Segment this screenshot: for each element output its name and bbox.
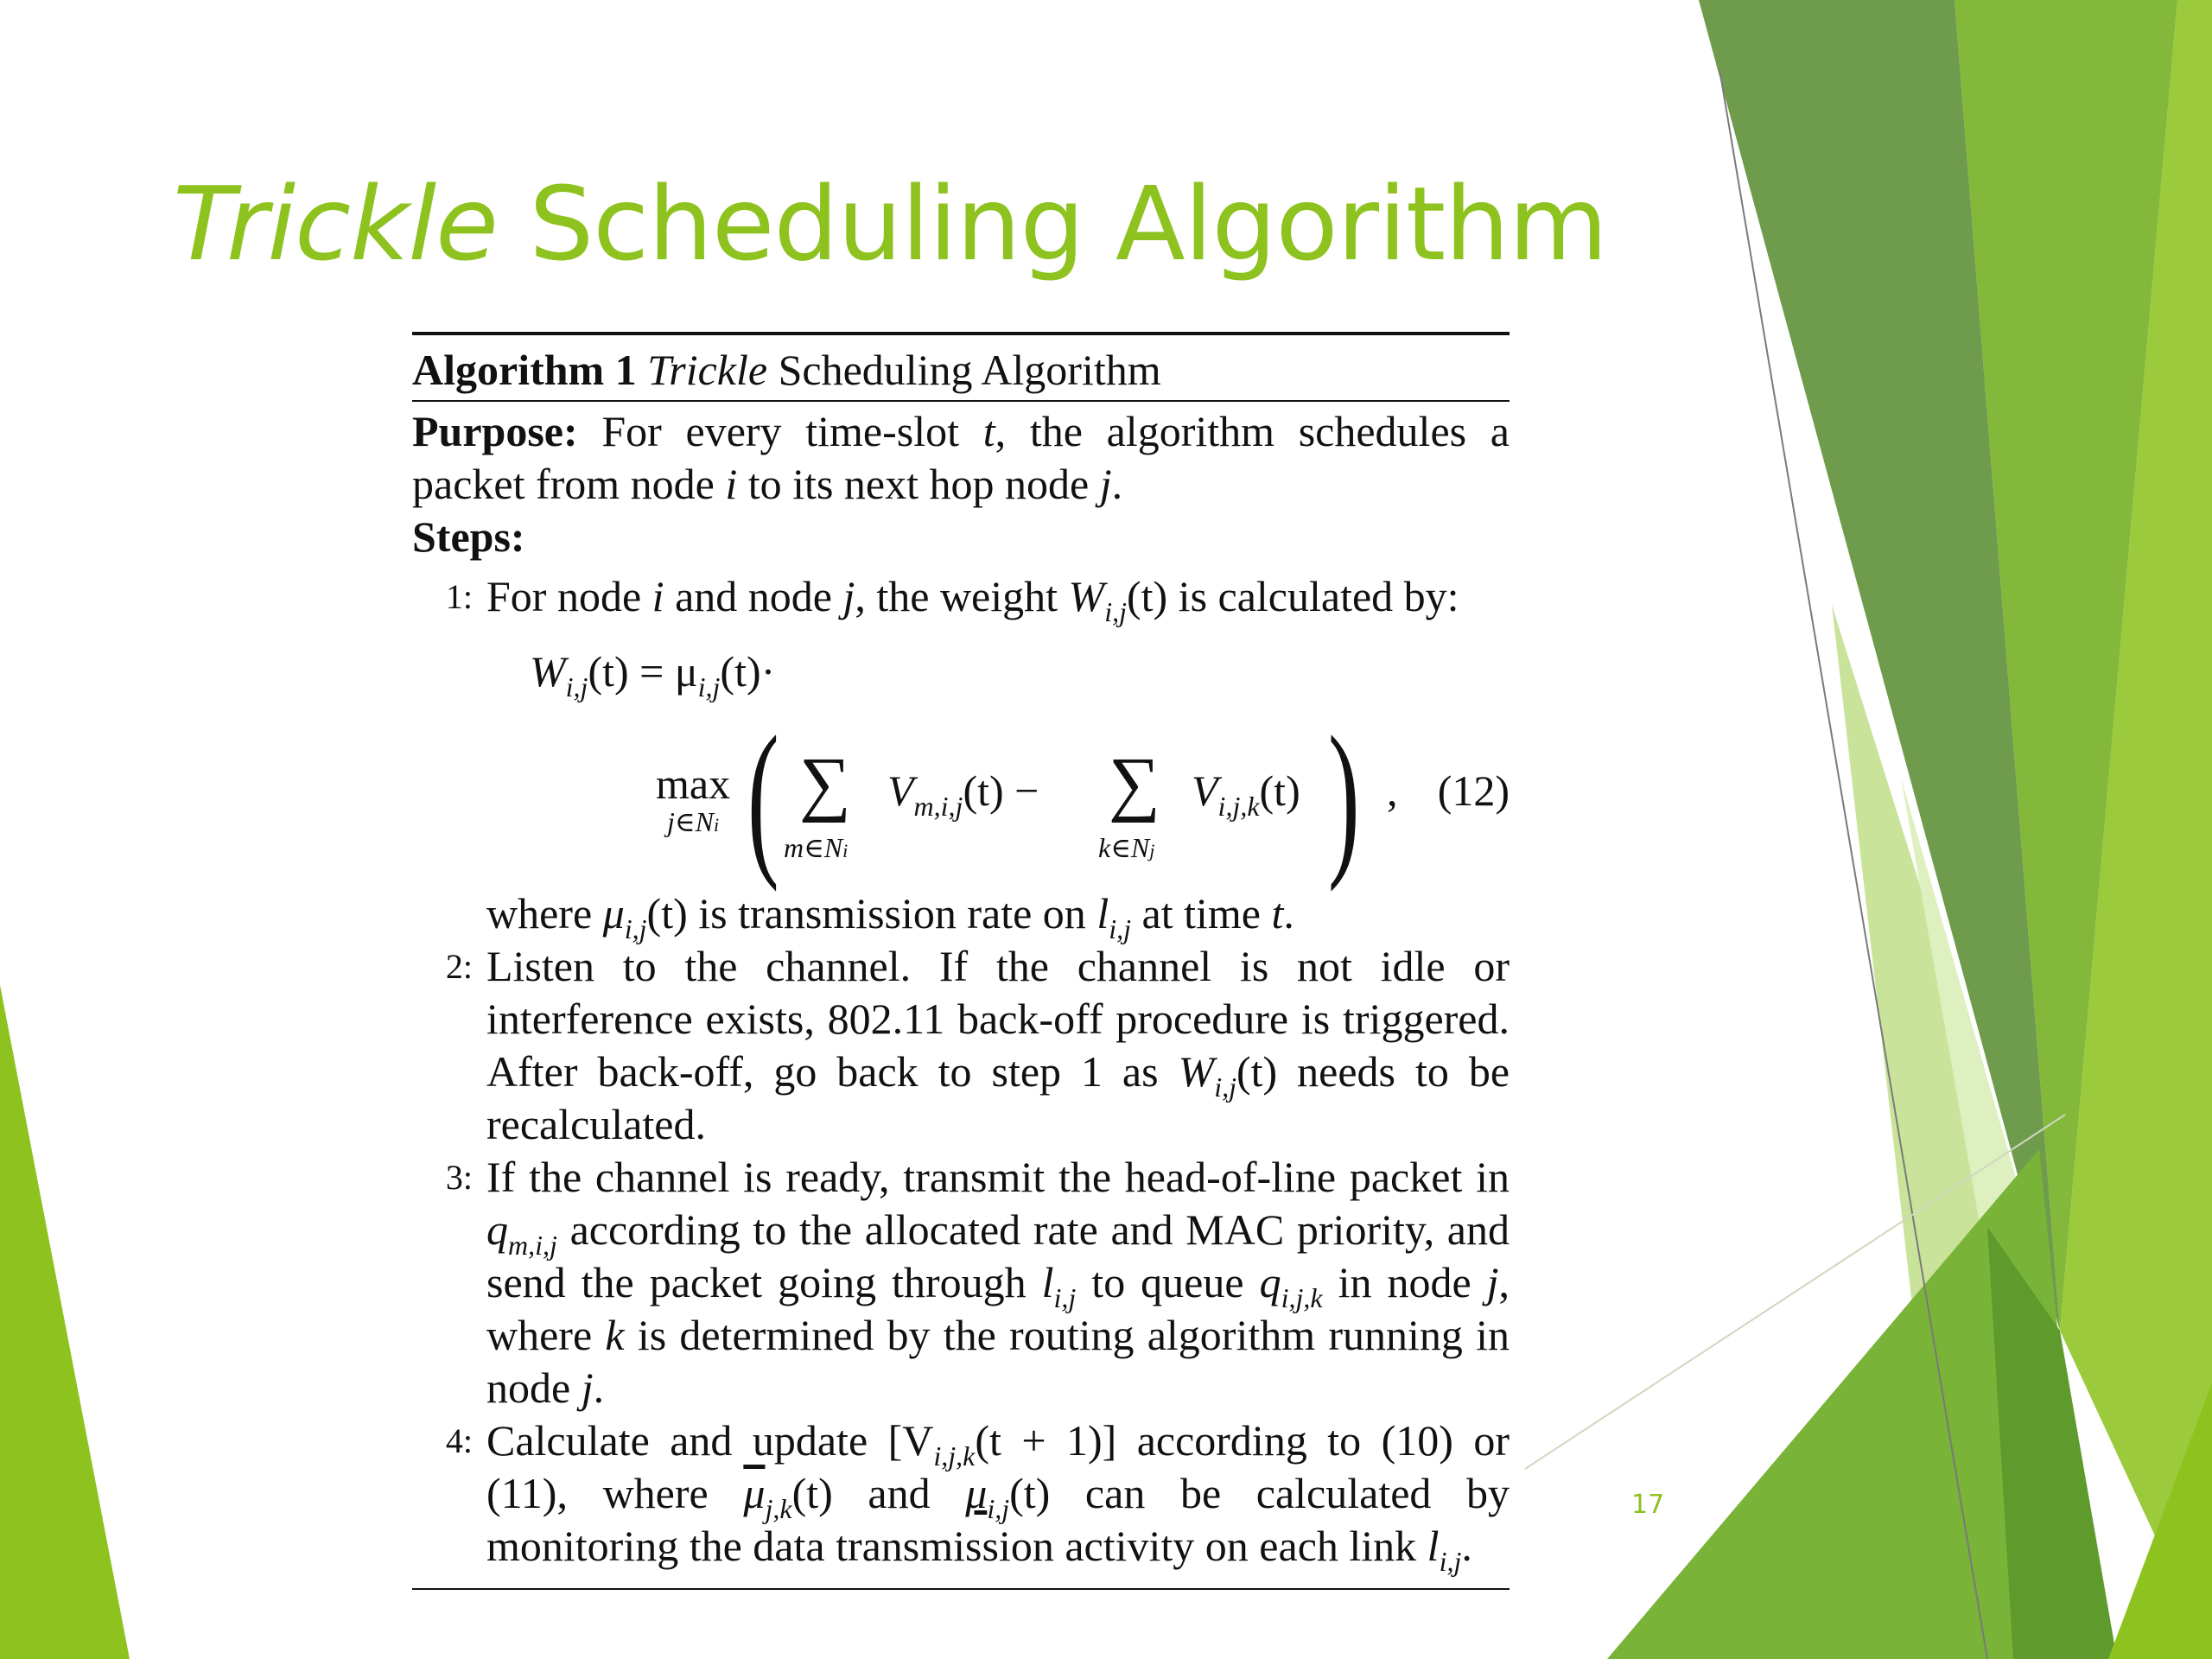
sum-1-limit — [784, 822, 848, 877]
sym-j: j — [1486, 1258, 1499, 1306]
sub: i,j — [1214, 1071, 1236, 1103]
term-2 — [1192, 765, 1300, 822]
equation-number: (12) — [1437, 766, 1510, 815]
sub: i,j — [624, 913, 647, 944]
sub: i,j,k — [1281, 1282, 1323, 1313]
text: Calculate and update [V — [486, 1416, 934, 1465]
caption-italic: Trickle — [647, 346, 768, 394]
text: (t) is transmission rate on — [646, 889, 1086, 938]
step-text — [486, 1151, 1510, 1414]
sub: m,i,j — [913, 791, 963, 822]
text: (t) and — [791, 1469, 931, 1517]
sym-t: t — [982, 407, 995, 455]
step-4 — [412, 1414, 1510, 1577]
text: (t) can be calculated by monitoring the data transmission activity on each link — [486, 1469, 1510, 1570]
step-2 — [412, 940, 1510, 1151]
max-sub2: i — [713, 814, 720, 836]
caption-rule — [412, 400, 1510, 402]
text: where — [486, 889, 593, 938]
term-1 — [887, 765, 1039, 822]
text: (t + 1)] according to (10) or (11), where — [486, 1416, 1510, 1517]
sub: i,j — [1053, 1282, 1077, 1313]
purpose-label: Purpose: — [412, 407, 578, 455]
caption-rest: Scheduling Algorithm — [778, 346, 1161, 394]
caption-label: Algorithm 1 — [412, 346, 637, 394]
lim2: i — [842, 840, 849, 861]
sym-W: W — [1068, 572, 1105, 620]
text: is calculated by: — [1178, 572, 1459, 620]
sym-mu-bar: $\overline{\mu}$ — [743, 1469, 766, 1517]
title-rest: Scheduling Algorithm — [529, 164, 1607, 283]
purpose-text: . — [1111, 460, 1123, 508]
purpose-text: , the algorithm schedules a packet from node — [412, 407, 1510, 508]
step-number: 4: — [445, 1421, 473, 1460]
step-number: 3: — [445, 1158, 473, 1197]
text: Listen to the channel. If the channel is not idle or interference exists, 802.11 back-off procedure is triggered. After back-off, go back to step 1 as — [486, 942, 1510, 1096]
where-line — [486, 887, 1510, 944]
sigma-2: ∑ — [1109, 743, 1160, 823]
bottom-rule — [412, 1588, 1510, 1590]
sym-l: l — [1427, 1522, 1440, 1570]
text: and node — [675, 572, 832, 620]
lim: k∈N — [1098, 832, 1150, 863]
sym-q: q — [486, 1205, 508, 1254]
V: V — [887, 766, 914, 815]
sub: i,j — [565, 671, 588, 702]
sym-q: q — [1259, 1258, 1281, 1306]
right-paren: ) — [1328, 702, 1360, 893]
sum-2-limit — [1098, 822, 1154, 877]
algorithm-caption — [412, 335, 1510, 400]
sub: i,j,k — [1217, 791, 1260, 822]
V: V — [1192, 766, 1218, 815]
sym-l: l — [1096, 889, 1109, 938]
step-text — [486, 570, 1510, 627]
eq-W: W — [530, 647, 566, 696]
step-number: 2: — [445, 947, 473, 986]
title-italic: Trickle — [173, 164, 498, 283]
step-text — [486, 1414, 1510, 1577]
sym-k: k — [605, 1311, 625, 1359]
step-number: 1: — [445, 577, 473, 616]
eq-text: (t) = μ — [588, 647, 698, 696]
text: For node — [486, 572, 642, 620]
sub: i,j,k — [933, 1440, 976, 1471]
algorithm-box — [412, 332, 1510, 1590]
lim2: j — [1149, 840, 1155, 861]
text: to queue — [1091, 1258, 1244, 1306]
sym-i: i — [725, 460, 738, 508]
sym-t: (t) — [1236, 1047, 1278, 1096]
purpose-text: to its next hop node — [747, 460, 1090, 508]
step-1 — [412, 570, 1510, 627]
sigma-1: ∑ — [799, 743, 851, 823]
text: If the channel is ready, transmit the head-of-line packet in — [486, 1153, 1510, 1201]
sym-mu: μ — [602, 889, 625, 938]
purpose-paragraph — [412, 405, 1510, 511]
left-green-shape — [0, 985, 130, 1659]
equation-line-2 — [412, 702, 1510, 893]
text: at time — [1141, 889, 1261, 938]
sub: m,i,j — [508, 1230, 557, 1261]
sub: i,j — [1439, 1546, 1462, 1577]
equation-line-1 — [412, 633, 1510, 702]
purpose-text: For every time-slot — [601, 407, 960, 455]
max-subscript — [656, 803, 730, 844]
equation-lhs — [530, 645, 776, 702]
lim: m∈N — [784, 832, 843, 863]
sym-i: i — [652, 572, 664, 620]
text: . — [593, 1363, 605, 1412]
eq-comma: , — [1387, 766, 1398, 815]
sub: i,j — [1109, 913, 1131, 944]
page-title — [173, 164, 1607, 283]
step-text — [486, 940, 1510, 1151]
sym-j: j — [842, 572, 855, 620]
text: according to the allocated rate and MAC priority, and send the packet going through — [486, 1205, 1510, 1306]
sub: i,j — [987, 1493, 1010, 1524]
sym-l: l — [1041, 1258, 1054, 1306]
left-paren: ( — [747, 702, 779, 893]
sub: i,j — [1104, 596, 1127, 627]
text: in node — [1338, 1258, 1471, 1306]
text: is determined by the routing algorithm running in node — [486, 1311, 1510, 1412]
max-label: max — [656, 760, 731, 808]
text: . — [1461, 1522, 1472, 1570]
sub: j,k — [765, 1493, 792, 1524]
text: needs to be recalculated. — [486, 1047, 1510, 1148]
slide-number: 17 — [1631, 1490, 1665, 1520]
text: , the weight — [855, 572, 1058, 620]
sym-j: j — [581, 1363, 594, 1412]
max-sub: j∈N — [667, 806, 714, 837]
eq-text: (t) — [1259, 766, 1300, 815]
sym-W: W — [1178, 1047, 1215, 1096]
sym-t: t — [1271, 889, 1284, 938]
sym-j: j — [1099, 460, 1112, 508]
steps-label: Steps: — [412, 512, 525, 561]
sub: i,j — [697, 671, 721, 702]
eq-text: (t) − — [963, 766, 1039, 815]
text: . — [1283, 889, 1294, 938]
sym-t: (t) — [1126, 572, 1168, 620]
step-3 — [412, 1151, 1510, 1414]
eq-text: (t)· — [720, 647, 776, 696]
sym-mu-under: μ — [965, 1469, 988, 1517]
eq-max — [656, 760, 731, 844]
text: , where — [486, 1258, 1510, 1359]
